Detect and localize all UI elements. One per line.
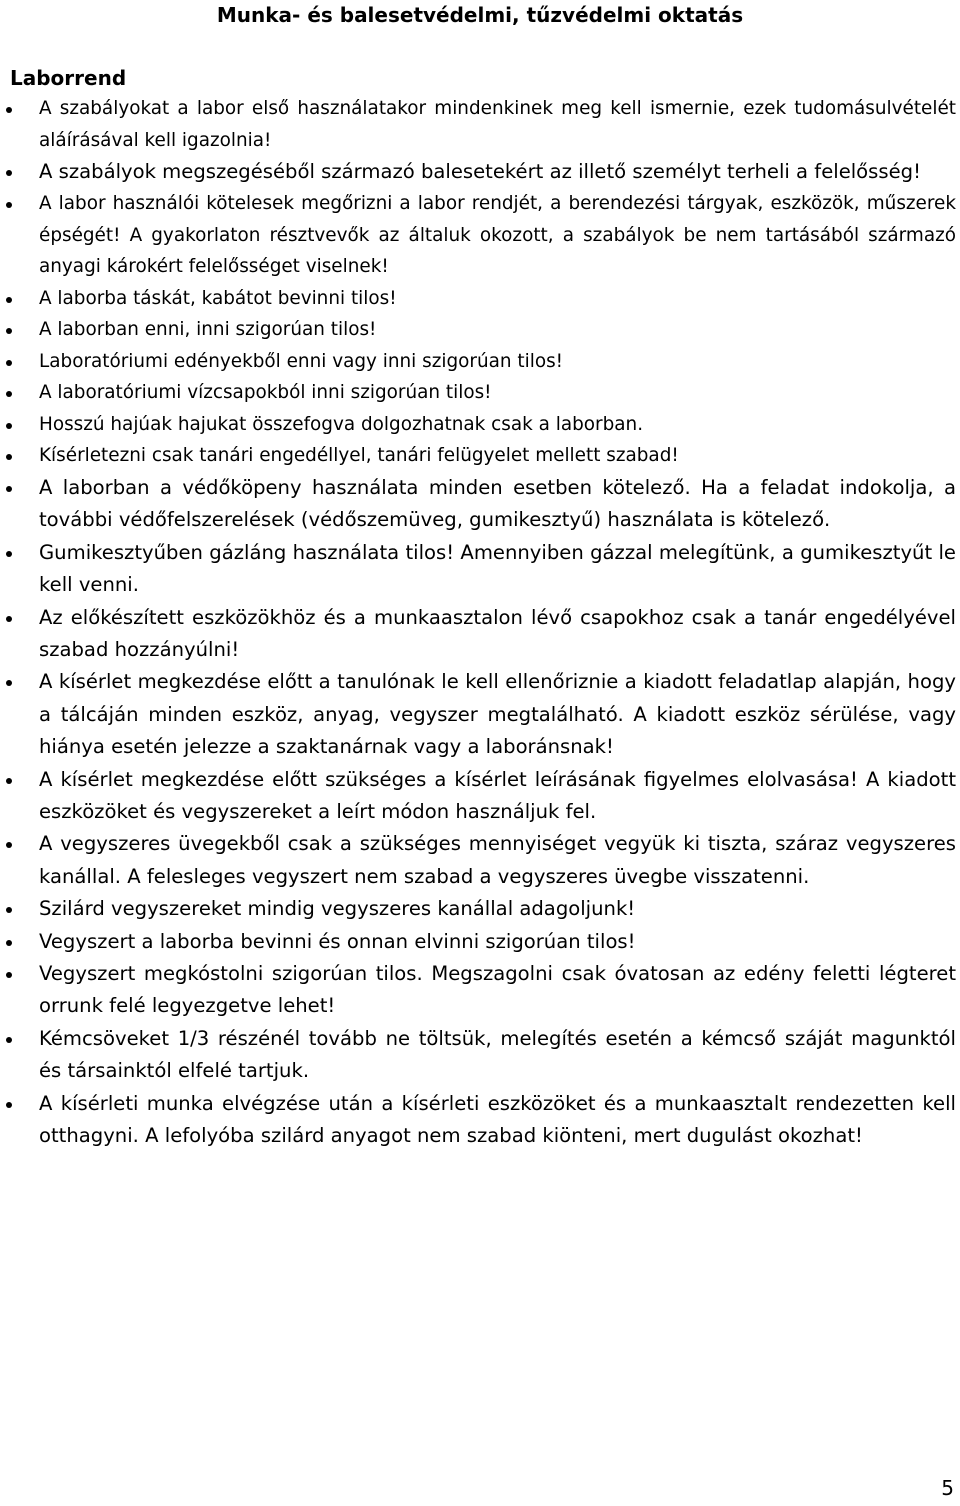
rule-item	[0, 472, 956, 537]
rule-text: A vegyszeres üvegekből csak a szükséges mennyiséget vegyük ki tiszta, száraz vegyszeres kanállal. A felesleges vegyszert nem szabad a vegyszeres üvegbe visszatenni.	[39, 832, 956, 888]
bullet-icon	[6, 391, 12, 397]
lab-rules-list	[0, 93, 956, 1152]
bullet-icon	[6, 1037, 12, 1043]
rule-text: Kémcsöveket 1/3 részénél tovább ne töltsük, melegítés esetén a kémcső száját magunktól és társainktól elfelé tartjuk.	[39, 1026, 956, 1083]
bullet-icon	[6, 616, 12, 622]
bullet-icon	[6, 907, 12, 913]
rule-item	[0, 1088, 956, 1153]
rule-item	[0, 893, 956, 925]
bullet-icon	[6, 1102, 12, 1108]
rule-text: Vegyszert a laborba bevinni és onnan elvinni szigorúan tilos!	[39, 929, 636, 953]
rule-text: Szilárd vegyszereket mindig vegyszeres kanállal adagoljunk!	[39, 897, 636, 921]
rule-item	[0, 958, 956, 1023]
rule-item	[0, 828, 956, 893]
rule-text: A labor használói kötelesek megőrizni a labor rendjét, a berendezési tárgyak, eszközök, műszerek épségét! A gyakorlaton résztvevők az általuk okozott, a szabályok be nem tartásából származó anyagi károkért felelősséget viselnek!	[39, 193, 956, 278]
bullet-icon	[6, 454, 12, 460]
bullet-icon	[6, 423, 12, 429]
rule-item	[0, 537, 956, 602]
rule-text: A laborban a védőköpeny használata minden esetben kötelező. Ha a feladat indokolja, a további védőfelszerelések (védőszemüveg, gumikesztyű) használata is kötelező.	[39, 475, 956, 532]
rule-text: Kísérletezni csak tanári engedéllyel, tanári felügyelet mellett szabad!	[39, 445, 679, 467]
bullet-icon	[6, 297, 12, 303]
rule-text: Gumikesztyűben gázláng használata tilos! Amennyiben gázzal melegítünk, a gumikesztyűt le kell venni.	[39, 540, 956, 597]
bullet-icon	[6, 360, 12, 366]
rule-text: Hosszú hajúak hajukat összefogva dolgozhatnak csak a laborban.	[39, 413, 644, 435]
bullet-icon	[6, 778, 12, 784]
rule-text: A laboratóriumi vízcsapokból inni szigorúan tilos!	[39, 382, 492, 404]
rule-text: A laborban enni, inni szigorúan tilos!	[39, 319, 377, 341]
rule-text: A szabályokat a labor első használatakor mindenkinek meg kell ismernie, ezek tudomásulvételét aláírásával kell igazolnia!	[39, 98, 956, 151]
rule-text: A kísérlet megkezdése előtt a tanulónak le kell ellenőriznie a kiadott feladatlap alapján, hogy a tálcáján minden eszköz, anyag, vegyszer megtalálható. A kiadott eszköz sérülése, vagy hiánya esetén jelezze a szaktanárnak vagy a laboránsnak!	[39, 670, 956, 759]
bullet-icon	[6, 680, 12, 686]
bullet-icon	[6, 940, 12, 946]
rule-item	[0, 602, 956, 667]
bullet-icon	[6, 486, 12, 492]
rule-text: A laborba táskát, kabátot bevinni tilos!	[39, 287, 397, 309]
bullet-icon	[6, 107, 12, 113]
bullet-icon	[6, 551, 12, 557]
rule-item	[0, 926, 956, 958]
bullet-icon	[6, 170, 12, 176]
rule-item	[0, 314, 956, 346]
bullet-icon	[6, 972, 12, 978]
rule-text: Vegyszert megkóstolni szigorúan tilos. Megszagolni csak óvatosan az edény feletti légteret orrunk felé legyezgetve lehet!	[39, 962, 956, 1018]
rule-text: A szabályok megszegéséből származó balesetekért az illető személyt terheli a felelősség!	[39, 160, 921, 183]
rule-item	[0, 283, 956, 315]
rule-item	[0, 188, 956, 283]
rule-text: Laboratóriumi edényekből enni vagy inni szigorúan tilos!	[39, 350, 564, 372]
rule-item	[0, 666, 956, 763]
page-number: 5	[941, 1476, 954, 1500]
rule-item	[0, 93, 956, 156]
rule-item	[0, 1023, 956, 1088]
rule-text: Az előkészített eszközökhöz és a munkaasztalon lévő csapokhoz csak a tanár engedélyével szabad hozzányúlni!	[39, 605, 956, 661]
section-heading-laborrend: Laborrend	[10, 66, 127, 90]
rule-item	[0, 409, 956, 441]
rule-text: A kísérleti munka elvégzése után a kísérleti eszközöket és a munkaasztalt rendezetten kell otthagyni. A lefolyóba szilárd anyagot nem szabad kiönteni, mert dugulást okozhat!	[39, 1091, 956, 1148]
bullet-icon	[6, 842, 12, 848]
rule-item	[0, 346, 956, 378]
bullet-icon	[6, 202, 12, 208]
rule-item	[0, 440, 956, 472]
rule-text: A kísérlet megkezdése előtt szükséges a kísérlet leírásának figyelmes elolvasása! A kiadott eszközöket és vegyszereket a leírt módon használjuk fel.	[39, 767, 956, 823]
bullet-icon	[6, 328, 12, 334]
rule-item	[0, 156, 956, 188]
rule-item	[0, 377, 956, 409]
rule-item	[0, 764, 956, 829]
document-title: Munka- és balesetvédelmi, tűzvédelmi oktatás	[216, 3, 744, 27]
